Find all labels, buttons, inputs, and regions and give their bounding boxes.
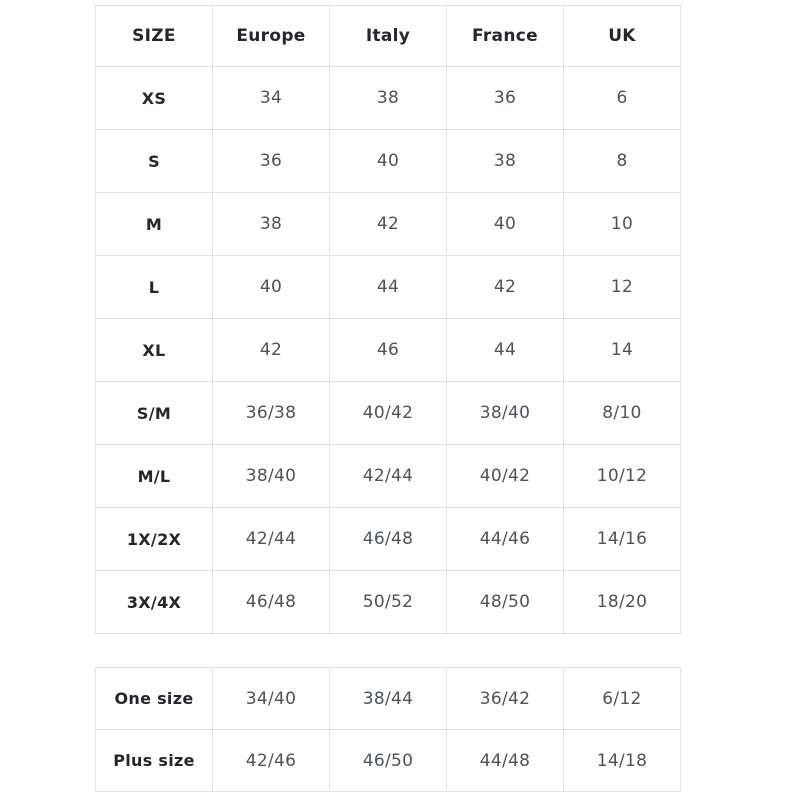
value-cell: 44/46 (447, 508, 564, 571)
value-cell: 14/18 (564, 730, 681, 792)
table-row-s (96, 130, 681, 193)
value-cell: 38 (330, 67, 447, 130)
value-cell: 36/42 (447, 668, 564, 730)
special-size-table (95, 667, 681, 792)
value-cell: 42 (213, 319, 330, 382)
value-cell: 40 (330, 130, 447, 193)
value-cell: 38 (213, 193, 330, 256)
value-cell: 46/50 (330, 730, 447, 792)
value-cell: 8/10 (564, 382, 681, 445)
value-cell: 40 (213, 256, 330, 319)
size-label-cell: 1X/2X (96, 508, 213, 571)
value-cell: 50/52 (330, 571, 447, 634)
value-cell: 46/48 (213, 571, 330, 634)
header-row (96, 6, 681, 67)
table-row-3x-4x (96, 571, 681, 634)
size-label-cell: S/M (96, 382, 213, 445)
table-row-xs (96, 67, 681, 130)
size-label-cell: S (96, 130, 213, 193)
header-cell-france: France (447, 6, 564, 67)
size-label-cell: M/L (96, 445, 213, 508)
value-cell: 38/40 (213, 445, 330, 508)
table-row-plus-size (96, 730, 681, 792)
table-row-1x-2x (96, 508, 681, 571)
value-cell: 10/12 (564, 445, 681, 508)
size-label-cell: XL (96, 319, 213, 382)
table-row-m (96, 193, 681, 256)
size-tables (95, 5, 681, 792)
value-cell: 10 (564, 193, 681, 256)
size-label-cell: Plus size (96, 730, 213, 792)
value-cell: 18/20 (564, 571, 681, 634)
header-cell-size: SIZE (96, 6, 213, 67)
table-row-s-m (96, 382, 681, 445)
value-cell: 40/42 (447, 445, 564, 508)
value-cell: 46 (330, 319, 447, 382)
table-row-m-l (96, 445, 681, 508)
size-conversion-table (95, 5, 681, 634)
value-cell: 42 (447, 256, 564, 319)
value-cell: 40 (447, 193, 564, 256)
value-cell: 6 (564, 67, 681, 130)
header-cell-italy: Italy (330, 6, 447, 67)
value-cell: 36/38 (213, 382, 330, 445)
value-cell: 44 (330, 256, 447, 319)
value-cell: 38/44 (330, 668, 447, 730)
size-label-cell: L (96, 256, 213, 319)
value-cell: 6/12 (564, 668, 681, 730)
value-cell: 38 (447, 130, 564, 193)
table-row-one-size (96, 668, 681, 730)
size-label-cell: One size (96, 668, 213, 730)
header-cell-europe: Europe (213, 6, 330, 67)
size-label-cell: M (96, 193, 213, 256)
value-cell: 44 (447, 319, 564, 382)
header-cell-uk: UK (564, 6, 681, 67)
value-cell: 42 (330, 193, 447, 256)
value-cell: 8 (564, 130, 681, 193)
size-label-cell: XS (96, 67, 213, 130)
value-cell: 14/16 (564, 508, 681, 571)
table-row-l (96, 256, 681, 319)
value-cell: 34/40 (213, 668, 330, 730)
value-cell: 42/44 (213, 508, 330, 571)
value-cell: 34 (213, 67, 330, 130)
value-cell: 42/44 (330, 445, 447, 508)
value-cell: 48/50 (447, 571, 564, 634)
value-cell: 38/40 (447, 382, 564, 445)
size-label-cell: 3X/4X (96, 571, 213, 634)
value-cell: 44/48 (447, 730, 564, 792)
value-cell: 12 (564, 256, 681, 319)
value-cell: 14 (564, 319, 681, 382)
value-cell: 36 (447, 67, 564, 130)
value-cell: 36 (213, 130, 330, 193)
value-cell: 46/48 (330, 508, 447, 571)
value-cell: 40/42 (330, 382, 447, 445)
value-cell: 42/46 (213, 730, 330, 792)
table-row-xl (96, 319, 681, 382)
